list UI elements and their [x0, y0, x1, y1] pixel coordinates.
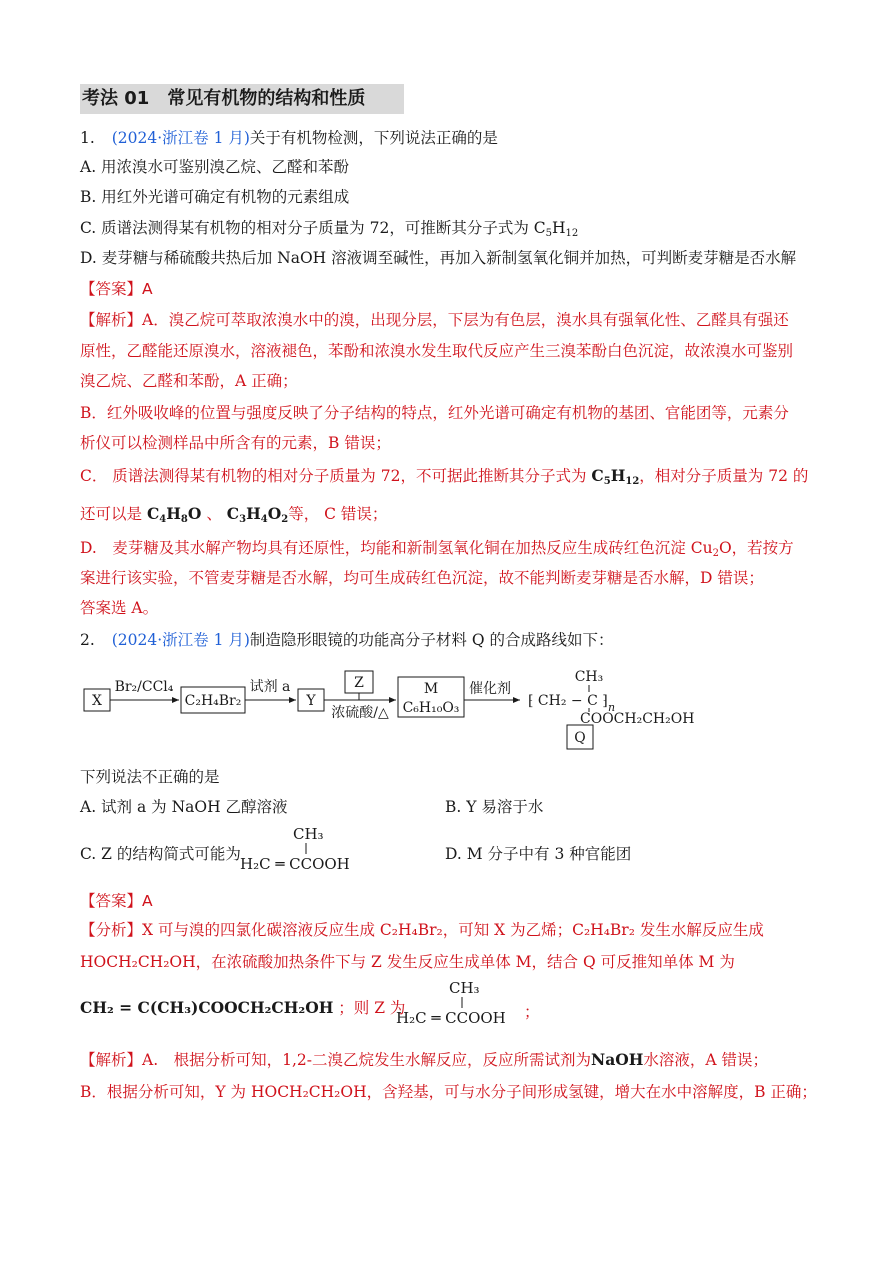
analysis-text: O，若按方: [718, 539, 794, 557]
answer-value: A: [142, 892, 153, 910]
analysis-c-line2: [80, 502, 387, 525]
fenxi-line1: [80, 918, 764, 940]
fenxi-label: 【分析】: [80, 921, 143, 939]
structure-methacrylic-acid: [238, 822, 368, 876]
option-a: A. 用浓溴水可鉴别溴乙烷、乙醛和苯酚: [80, 158, 350, 176]
question-1-stem: [80, 126, 498, 148]
option-d: D. M 分子中有 3 种官能团: [445, 845, 632, 863]
analysis-text: 还可以是: [80, 505, 143, 523]
product-q: Q: [574, 730, 586, 746]
intermediate-y: Y: [306, 693, 316, 709]
polymer-n: n: [608, 701, 616, 714]
analysis-b-line1: B．红外吸收峰的位置与强度反映了分子结构的特点，红外光谱可确定有机物的基团、官能团等，元素分: [80, 404, 789, 422]
option-c-text: H: [551, 219, 566, 237]
fenxi-text: X 可与溴的四氯化碳溶液反应生成 C₂H₄Br₂，可知 X 为乙烯；C₂H₄Br₂ 发生水解反应生成: [142, 921, 764, 939]
section-heading: 考法 01 常见有机物的结构和性质: [80, 84, 404, 114]
analysis-b-line2: 析仪可以检测样品中所含有的元素，B 错误；: [80, 434, 391, 452]
methyl-group: CH₃: [449, 979, 480, 997]
main-chain: H₂C ═ CCOOH: [396, 1009, 506, 1027]
question-source: (2024·浙江卷 1 月): [111, 129, 250, 147]
question-source: (2024·浙江卷 1 月): [111, 631, 250, 649]
subscript: 12: [565, 228, 579, 239]
instruction: 下列说法不正确的是: [80, 768, 220, 786]
separator: 、: [206, 505, 222, 523]
catalyst: 催化剂: [469, 681, 511, 697]
reagent-conditions: 浓硫酸/△: [331, 705, 389, 721]
analysis-c-line1: [80, 464, 808, 487]
analysis-text: 水溶液，A 错误；: [643, 1051, 769, 1069]
synthesis-scheme: [80, 655, 720, 755]
jiexi-a: [80, 1048, 768, 1070]
analysis-a-line3: 溴乙烷、乙醛和苯酚，A 正确；: [80, 372, 298, 390]
answer-label: 【答案】: [80, 892, 143, 910]
formula: $C_3H_4O_2$: [226, 504, 289, 525]
polymer-chain: ⁅ CH₂ − C ⁆: [528, 693, 608, 709]
reagent-a: 试剂 a: [249, 679, 291, 695]
analysis-d-line1: [80, 536, 794, 559]
analysis-label: 【解析】: [80, 1051, 143, 1069]
analysis-text: 等， C 错误；: [288, 505, 388, 523]
conclusion: 答案选 A。: [80, 599, 159, 617]
answer-line: [80, 277, 153, 299]
analysis-text: C． 质谱法测得某有机物的相对分子质量为 72，不可据此推断其分子式为: [80, 467, 587, 485]
polymer-side-chain: COOCH₂CH₂OH: [580, 711, 695, 727]
fenxi-end: ；: [524, 1003, 540, 1021]
reactant-x: X: [92, 693, 102, 709]
formula: $C_5H_{12}$: [591, 466, 640, 487]
option-b: B. Y 易溶于水: [445, 798, 544, 816]
methyl-group: CH₃: [293, 825, 324, 843]
analysis-text: D. 麦芽糖及其水解产物均具有还原性，均能和新制氢氧化铜在加热反应生成砖红色沉淀 Cu: [80, 539, 713, 557]
option-c: C. Z 的结构简式可能为: [80, 845, 241, 863]
analysis-text: ，相对分子质量为 72 的: [639, 467, 809, 485]
analysis-d-line2: 案进行该实验，不管麦芽糖是否水解，均可生成砖红色沉淀，故不能判断麦芽糖是否水解，D 错误；: [80, 569, 764, 587]
intermediate-c2h4br2: C₂H₄Br₂: [184, 693, 242, 709]
naoh-bold: NaOH: [591, 1050, 644, 1069]
subscript: 5: [545, 228, 552, 239]
question-2-stem: [80, 628, 614, 650]
fenxi-line3: [80, 996, 405, 1018]
answer-line: [80, 889, 153, 911]
monomer-m: M: [423, 681, 439, 697]
question-number: 1.: [80, 129, 95, 147]
polymer-ch3: CH₃: [574, 669, 604, 685]
answer-label: 【答案】: [80, 280, 143, 298]
analysis-label: 【解析】: [80, 311, 143, 329]
option-d: D. 麦芽糖与稀硫酸共热后加 NaOH 溶液调至碱性，再加入新制氢氧化铜并加热，可判断麦芽糖是否水解: [80, 249, 797, 267]
reagent-z: Z: [354, 675, 364, 691]
option-c: [80, 216, 578, 239]
reagent-1: Br₂/CCl₄: [114, 679, 174, 695]
question-text: 关于有机物检测，下列说法正确的是: [249, 129, 498, 147]
monomer-formula: C₆H₁₀O₃: [402, 700, 460, 716]
analysis-text: A. 根据分析可知，1,2-二溴乙烷发生水解反应，反应所需试剂为: [142, 1051, 592, 1069]
fenxi-line2: HOCH₂CH₂OH，在浓硫酸加热条件下与 Z 发生反应生成单体 M，结合 Q 可反推知单体 M 为: [80, 953, 735, 971]
analysis-text: A．溴乙烷可萃取浓溴水中的溴，出现分层，下层为有色层，溴水具有强氧化性、乙醛具有强还: [142, 311, 789, 329]
option-b: B. 用红外光谱可确定有机物的元素组成: [80, 188, 350, 206]
formula: $C_4H_8O$: [146, 504, 202, 525]
analysis-a-line1: [80, 308, 789, 330]
question-number: 2.: [80, 631, 95, 649]
structure-z: [394, 976, 524, 1030]
formula-m: CH₂ = C(CH₃)COOCH₂CH₂OH: [80, 998, 334, 1017]
option-a: A. 试剂 a 为 NaOH 乙醇溶液: [80, 798, 288, 816]
analysis-a-line2: 原性，乙醛能还原溴水，溶液褪色，苯酚和浓溴水发生取代反应产生三溴苯酚白色沉淀，故浓溴水可鉴别: [80, 342, 794, 360]
question-text: 制造隐形眼镜的功能高分子材料 Q 的合成路线如下：: [249, 631, 614, 649]
jiexi-b: B．根据分析可知，Y 为 HOCH₂CH₂OH，含羟基，可与水分子间形成氢键，增大在水中溶解度，B 正确；: [80, 1083, 817, 1101]
answer-value: A: [142, 280, 153, 298]
option-c-text: C. 质谱法测得某有机物的相对分子质量为 72，可推断其分子式为 C: [80, 219, 546, 237]
main-chain: H₂C ═ CCOOH: [240, 855, 350, 873]
subscript: 2: [712, 548, 719, 559]
fenxi-text: ；则 Z 为: [338, 999, 406, 1017]
